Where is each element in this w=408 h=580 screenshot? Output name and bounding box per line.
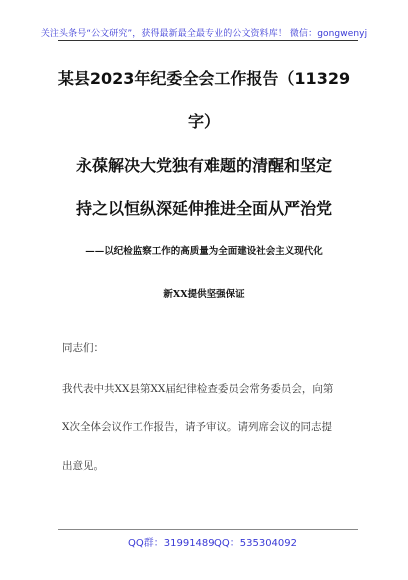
report-headline-line-1: 永葆解决大党独有难题的清醒和坚定 <box>75 156 332 175</box>
paragraph-line: X次全体会议作工作报告，请予审议。请列席会议的同志提 <box>62 421 332 433</box>
report-headline-line-2: 持之以恒纵深延伸推进全面从严治党 <box>75 199 332 218</box>
footer-qq: QQ：535304092 <box>214 538 298 549</box>
footer-qq-group: QQ群：31991489 <box>128 538 215 549</box>
paragraph-line: 我代表中共XX县第XX届纪律检查委员会常务委员会，向第 <box>62 383 334 395</box>
header-divider <box>58 40 358 41</box>
header-banner: 关注头条号“公文研究”，获得最新最全最专业的公文资料库！ 微信：gongwenyj <box>40 29 368 39</box>
report-title-line-1: 某县2023年纪委全会工作报告（11329 <box>57 69 351 88</box>
footer-divider <box>58 529 358 530</box>
salutation: 同志们： <box>62 342 104 354</box>
report-subtitle-line-1: ——以纪检监察工作的高质量为全面建设社会主义现代化 <box>85 246 323 257</box>
paragraph-line: 出意见。 <box>62 460 104 472</box>
report-subtitle-line-2: 新XX提供坚强保证 <box>163 289 245 300</box>
report-title-line-2: 字） <box>187 112 220 131</box>
